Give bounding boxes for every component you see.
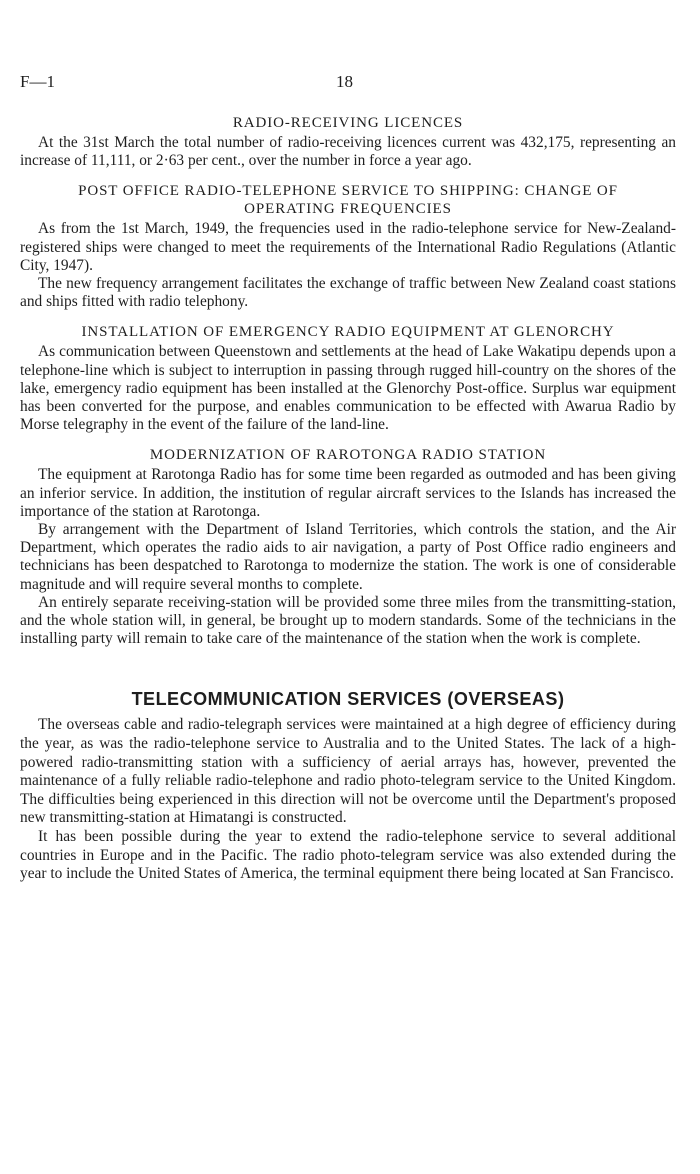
section-heading: MODERNIZATION OF RAROTONGA RADIO STATION: [149, 447, 547, 464]
paragraph: As communication between Queenstown and settlements at the head of Lake Wakatipu depends upon a telephone-line which is subject to interruption in passing through rugged hill-country on the shores of the lake, emergency radio equipment has been installed at the Glenorchy Post-office. Surplus war equipment has been converted for the purpose, and enables communication to be effected with Awarua Radio by Morse telegraphy in the event of the failure of the land-line.: [20, 343, 676, 434]
paragraph: It has been possible during the year to extend the radio-telephone service to several additional countries in Europe and in the Pacific. The radio photo-telegram service was also extended during the year to include the United States of America, the terminal equipment there being located at San Francisco.: [20, 828, 676, 883]
section-heading: POST OFFICE RADIO-TELEPHONE SERVICE TO SHIPPING: CHANGE OF OPERATING FREQUENCIES: [78, 183, 618, 218]
section-glenorchy-emergency-radio: [20, 323, 676, 434]
section-heading: RADIO-RECEIVING LICENCES: [232, 115, 464, 131]
section-heading: INSTALLATION OF EMERGENCY RADIO EQUIPMENT AT GLENORCHY: [81, 324, 615, 341]
section-radio-receiving-licences: [20, 114, 676, 170]
section-rarotonga-modernization: [20, 446, 676, 648]
paragraph: As from the 1st March, 1949, the frequencies used in the radio-telephone service for New-Zealand-registered ships were changed to meet the requirements of the International Radio Regulations (Atlantic City, 1947).: [20, 220, 676, 274]
paragraph: The new frequency arrangement facilitates the exchange of traffic between New Zealand coast stations and ships fitted with radio telephony.: [20, 275, 676, 311]
paragraph: An entirely separate receiving-station will be provided some three miles from the transmitting-station, and the whole station will, in general, be brought up to modern standards. Some of the technicians in the installing party will remain to take care of the maintenance of the station when the work is complete.: [20, 593, 676, 648]
paragraph: The equipment at Rarotonga Radio has for some time been regarded as outmoded and has been giving an inferior service. In addition, the institution of regular aircraft services to the Islands has increased the importance of the station at Rarotonga.: [20, 466, 676, 520]
major-section-heading: TELECOMMUNICATION SERVICES (OVERSEAS): [131, 689, 565, 710]
paragraph: The overseas cable and radio-telegraph services were maintained at a high degree of efficiency during the year, as was the radio-telephone service to Australia and to the United States. The lack of a high-powered radio-transmitting station with a sufficiency of aerial arrays has, however, prevented the maintenance of a fully reliable radio-telephone and radio photo-telegram service to the United Kingdom. The difficulties being experienced in this direction will not be overcome until the Department's proposed new transmitting-station at Himatangi is constructed.: [20, 716, 676, 827]
section-radio-telephone-shipping: [20, 182, 676, 311]
paragraph: By arrangement with the Department of Island Territories, which controls the station, and the Air Department, which operates the radio aids to air navigation, a party of Post Office radio engineers and technicians has been despatched to Rarotonga to modernize the station. The work is one of considerable magnitude and will require several months to complete.: [20, 521, 676, 593]
page-body: [20, 114, 676, 884]
document-code: F—1: [20, 72, 55, 91]
section-telecommunication-overseas: [20, 688, 676, 883]
paragraph: At the 31st March the total number of radio-receiving licences current was 432,175, representing an increase of 11,111, or 2·63 per cent., over the number in force a year ago.: [20, 134, 676, 170]
page-number: 18: [336, 72, 353, 91]
